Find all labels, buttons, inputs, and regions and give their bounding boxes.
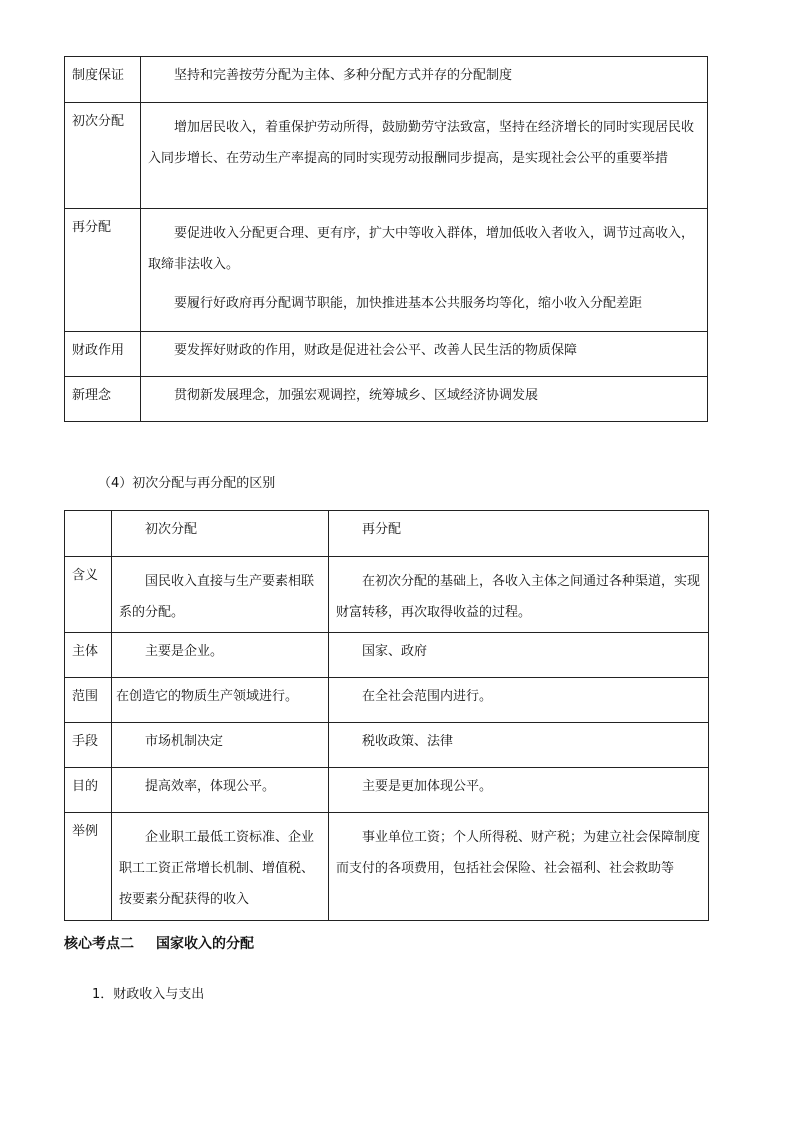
header-cell-primary: 初次分配: [112, 511, 329, 557]
primary-cell: 提高效率，体现公平。: [112, 768, 329, 813]
row-label: 举例: [65, 813, 112, 921]
redistribution-cell: 在初次分配的基础上，各收入主体之间通过各种渠道，实现财富转移，再次取得收益的过程。: [329, 557, 709, 633]
table-row: [65, 332, 708, 377]
redistribution-cell: 主要是更加体现公平。: [329, 768, 709, 813]
table-row: [65, 813, 709, 921]
table-caption: （4）初次分配与再分配的区别: [98, 476, 276, 491]
row-content: [141, 57, 708, 103]
table-row: [65, 723, 709, 768]
primary-cell: 主要是企业。: [112, 633, 329, 678]
row-label: 含义: [65, 557, 112, 633]
row-label: 手段: [65, 723, 112, 768]
paragraph: 增加居民收入，着重保护劳动所得，鼓励勤劳守法致富，坚持在经济增长的同时实现居民收入同步增长、在劳动生产率提高的同时实现劳动报酬同步提高，是实现社会公平的重要举措: [148, 120, 695, 166]
row-label: 目的: [65, 768, 112, 813]
row-label: 再分配: [65, 209, 141, 332]
redistribution-cell: 税收政策、法律: [329, 723, 709, 768]
paragraph: 贯彻新发展理念，加强宏观调控，统筹城乡、区域经济协调发展: [174, 388, 539, 403]
header-cell-empty: [65, 511, 112, 557]
table-row: [65, 57, 708, 103]
table-row: [65, 377, 708, 422]
row-label: 范围: [65, 678, 112, 723]
table-row: [65, 103, 708, 209]
paragraph: 坚持和完善按劳分配为主体、多种分配方式并存的分配制度: [174, 68, 513, 83]
subsection-heading: 1．财政收入与支出: [92, 987, 205, 1002]
row-content: [141, 377, 708, 422]
primary-cell: 国民收入直接与生产要素相联系的分配。: [112, 557, 329, 633]
heading-title: 国家收入的分配: [156, 936, 254, 952]
row-label: 新理念: [65, 377, 141, 422]
redistribution-cell: 国家、政府: [329, 633, 709, 678]
table-row: [65, 633, 709, 678]
header-cell-redistribution: 再分配: [329, 511, 709, 557]
row-label: 制度保证: [65, 57, 141, 103]
distribution-policy-table: [64, 56, 708, 422]
row-content: [141, 209, 708, 332]
table-row: [65, 557, 709, 633]
paragraph: 要发挥好财政的作用，财政是促进社会公平、改善人民生活的物质保障: [174, 343, 578, 358]
table-header-row: [65, 511, 709, 557]
row-label: 主体: [65, 633, 112, 678]
distribution-comparison-table: [64, 510, 709, 921]
heading-number: 核心考点二: [64, 936, 134, 952]
paragraph: 要促进收入分配更合理、更有序，扩大中等收入群体，增加低收入者收入，调节过高收入，取缔非法收入。: [148, 226, 695, 272]
paragraph: 要履行好政府再分配调节职能，加快推进基本公共服务均等化，缩小收入分配差距: [174, 296, 643, 311]
redistribution-cell: 事业单位工资；个人所得税、财产税；为建立社会保障制度而支付的各项费用，包括社会保险、社会福利、社会救助等: [329, 813, 709, 921]
table-row: [65, 768, 709, 813]
row-content: [141, 103, 708, 209]
row-content: [141, 332, 708, 377]
primary-cell: 企业职工最低工资标准、企业职工工资正常增长机制、增值税、按要素分配获得的收入: [112, 813, 329, 921]
primary-cell: 在创造它的物质生产领域进行。: [112, 678, 329, 723]
section-heading: [64, 934, 254, 954]
redistribution-cell: 在全社会范围内进行。: [329, 678, 709, 723]
row-label: 财政作用: [65, 332, 141, 377]
table-row: [65, 678, 709, 723]
primary-cell: 市场机制决定: [112, 723, 329, 768]
table-row: [65, 209, 708, 332]
row-label: 初次分配: [65, 103, 141, 209]
